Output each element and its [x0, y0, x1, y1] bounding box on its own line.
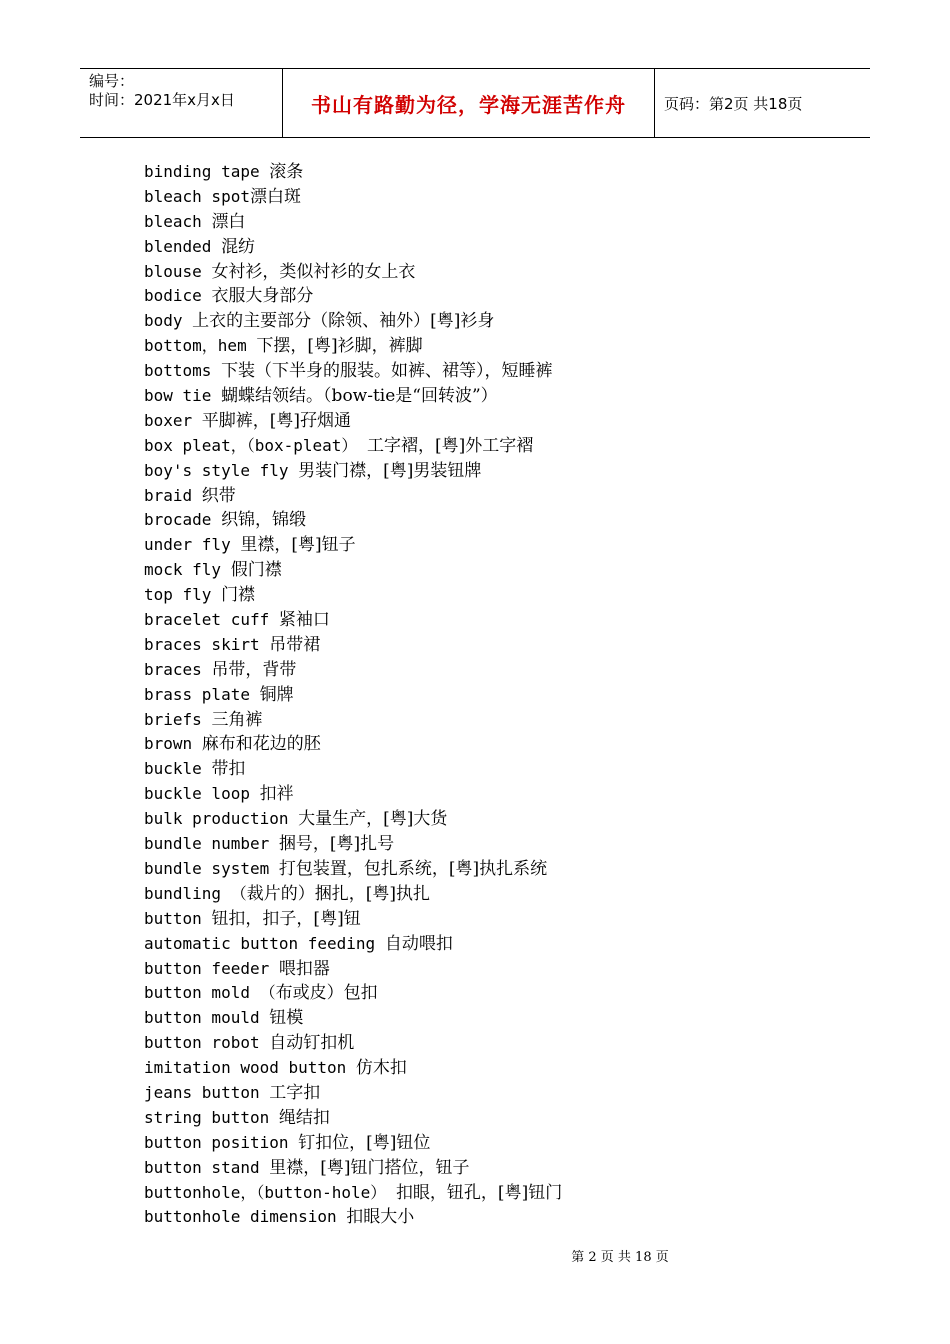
entry-english: string button	[144, 1107, 279, 1127]
entry-chinese: 三角裤	[211, 709, 263, 730]
entry-english: box pleat，（box-pleat）	[144, 435, 368, 455]
glossary-entry	[144, 1205, 562, 1230]
glossary-entry	[144, 459, 562, 484]
entry-english: blouse	[144, 261, 212, 281]
entry-english: bow tie	[144, 386, 222, 406]
entry-chinese: 工字褶，[粤]外工字褶	[367, 435, 534, 456]
entry-chinese: 喂扣器	[278, 958, 330, 979]
entry-chinese: 大量生产，[粤]大货	[298, 809, 448, 830]
glossary-entry	[144, 857, 562, 882]
entry-chinese: 平脚裤，[粤]孖烟通	[201, 410, 352, 431]
entry-english: brown	[144, 734, 202, 754]
entry-english: buttonhole dimension	[144, 1207, 347, 1227]
header-page-info: 页码：第2页 共18页	[664, 94, 803, 113]
glossary-entry	[144, 708, 562, 733]
entry-english: brass plate	[144, 684, 260, 704]
glossary-entry	[144, 1081, 562, 1106]
entry-chinese: 上衣的主要部分（除领、袖外）[粤]衫身	[192, 311, 495, 332]
glossary-entry	[144, 210, 562, 235]
entry-english: bundle system	[144, 858, 279, 878]
entry-chinese: 下摆，[粤]衫脚，裤脚	[256, 336, 423, 357]
glossary-entry	[144, 359, 562, 384]
entry-english: button	[144, 908, 212, 928]
entry-chinese: 织锦，锦缎	[221, 510, 307, 531]
glossary-entry	[144, 1056, 562, 1081]
entry-english: imitation wood button	[144, 1058, 356, 1078]
entry-chinese: 带扣	[211, 759, 246, 780]
glossary-entry	[144, 807, 562, 832]
entry-english: button stand	[144, 1157, 270, 1177]
page-header	[80, 68, 870, 138]
header-divider-right	[654, 69, 655, 137]
entry-chinese: 滚条	[269, 162, 304, 182]
entry-chinese: 门襟	[221, 585, 256, 606]
entry-english: body	[144, 311, 193, 331]
entry-english: button position	[144, 1132, 299, 1152]
glossary-entry	[144, 1006, 562, 1031]
entry-chinese: 钮扣，扣子，[粤]钮	[211, 908, 361, 929]
entry-chinese: 仿木扣	[355, 1058, 407, 1079]
entry-english: buttonhole，（button-hole）	[144, 1182, 396, 1202]
entry-chinese: 扣袢	[259, 784, 294, 805]
glossary-entry	[144, 1156, 562, 1181]
glossary-entry	[144, 782, 562, 807]
glossary-entry	[144, 185, 562, 210]
entry-chinese: 钮模	[269, 1008, 304, 1029]
entry-chinese: 捆号，[粤]扎号	[278, 834, 395, 855]
glossary-entry	[144, 1031, 562, 1056]
entry-english: bulk production	[144, 809, 299, 829]
header-meta	[80, 69, 282, 137]
glossary-entry	[144, 981, 562, 1006]
glossary-entry	[144, 334, 562, 359]
entry-english: buckle loop	[144, 784, 260, 804]
entry-chinese: 衣服大身部分	[211, 286, 314, 307]
glossary-entry	[144, 882, 562, 907]
entry-english: mock fly	[144, 560, 231, 580]
entry-chinese: 布或皮）包扣	[275, 983, 378, 1004]
entry-chinese: 钉扣位，[粤]钮位	[298, 1132, 431, 1153]
entry-english: braid	[144, 485, 202, 505]
entry-chinese: 织带	[201, 485, 236, 506]
page-footer: 第 2 页 共 18 页	[571, 1250, 669, 1265]
glossary-entry	[144, 160, 562, 185]
entry-chinese: 打包装置，包扎系统，[粤]执扎系统	[278, 858, 548, 879]
time-label: 时间：2021年x月x日	[89, 91, 235, 109]
entry-chinese: 扣眼大小	[346, 1207, 415, 1228]
glossary-entry	[144, 484, 562, 509]
entry-english: bottoms	[144, 361, 222, 381]
glossary-entry	[144, 235, 562, 260]
glossary-entry	[144, 832, 562, 857]
glossary-entry	[144, 957, 562, 982]
entry-english: jeans button	[144, 1082, 270, 1102]
entry-english: under fly	[144, 535, 241, 555]
glossary-entry	[144, 558, 562, 583]
entry-english: button mold （	[144, 983, 276, 1003]
glossary-entry	[144, 434, 562, 459]
entry-english: bleach spot	[144, 186, 250, 206]
entry-english: bodice	[144, 286, 212, 306]
number-label: 编号：	[89, 72, 135, 90]
glossary-entry	[144, 1106, 562, 1131]
entry-chinese: 里襟，[粤]钮门搭位，钮子	[269, 1157, 470, 1178]
entry-chinese: 紧袖口	[278, 610, 330, 631]
entry-english: button feeder	[144, 958, 279, 978]
entry-english: automatic button feeding	[144, 933, 385, 953]
entry-chinese: 吊带裙	[269, 634, 321, 655]
entry-english: bleach	[144, 211, 212, 231]
glossary-entry	[144, 284, 562, 309]
entry-chinese: 漂白	[211, 211, 246, 232]
glossary-entry	[144, 508, 562, 533]
entry-english: braces	[144, 659, 212, 679]
entry-chinese: 漂白斑	[249, 186, 301, 207]
glossary-entry	[144, 1131, 562, 1156]
glossary-entry	[144, 533, 562, 558]
entry-chinese: 工字扣	[269, 1082, 321, 1103]
entry-english: button robot	[144, 1033, 270, 1053]
entry-chinese: 吊带，背带	[211, 659, 297, 680]
entry-english: blended	[144, 236, 222, 256]
glossary-entry	[144, 583, 562, 608]
entry-english: briefs	[144, 709, 212, 729]
entry-chinese: 男装门襟，[粤]男装钮牌	[298, 460, 482, 481]
entry-chinese: 自动钉扣机	[269, 1033, 355, 1054]
entry-chinese: 蝴蝶结领结。（bow-tie是“回转波”）	[221, 386, 498, 407]
glossary-entry	[144, 309, 562, 334]
glossary-entry	[144, 932, 562, 957]
entry-english: bundling （	[144, 883, 247, 903]
glossary-entry	[144, 658, 562, 683]
entry-chinese: 里襟，[粤]钮子	[240, 535, 356, 556]
glossary-entry	[144, 907, 562, 932]
glossary-entry	[144, 260, 562, 285]
glossary-entry	[144, 384, 562, 409]
entry-english: button mould	[144, 1008, 270, 1028]
entry-english: buckle	[144, 759, 212, 779]
entry-english: binding tape	[144, 162, 270, 181]
entry-chinese: 麻布和花边的胚	[201, 734, 321, 755]
entry-chinese: 裁片的）捆扎，[粤]执扎	[246, 883, 430, 904]
entry-english: braces skirt	[144, 634, 270, 654]
entry-chinese: 扣眼，钮孔，[粤]钮门	[395, 1182, 563, 1203]
entry-chinese: 女衬衫，类似衬衫的女上衣	[211, 261, 416, 282]
entry-english: bracelet cuff	[144, 610, 279, 630]
glossary-entry	[144, 1181, 562, 1206]
entry-english: boy's style fly	[144, 460, 299, 480]
entry-english: brocade	[144, 510, 222, 530]
entry-english: boxer	[144, 410, 202, 430]
glossary-entry	[144, 608, 562, 633]
entry-chinese: 自动喂扣	[384, 933, 453, 954]
entry-chinese: 下装（下半身的服装。如裤、裙等），短睡裤	[221, 361, 553, 382]
glossary-entry	[144, 732, 562, 757]
entry-english: bottom，hem	[144, 336, 257, 356]
entry-chinese: 混纺	[221, 236, 256, 257]
entry-english: top fly	[144, 585, 222, 605]
entry-chinese: 铜牌	[259, 684, 294, 705]
glossary-entry	[144, 757, 562, 782]
glossary-entry	[144, 633, 562, 658]
glossary-entry	[144, 409, 562, 434]
glossary-list	[144, 160, 562, 1230]
entry-chinese: 绳结扣	[278, 1107, 330, 1128]
header-motto: 书山有路勤为径，学海无涯苦作舟	[311, 92, 626, 117]
entry-english: bundle number	[144, 834, 279, 854]
glossary-entry	[144, 683, 562, 708]
entry-chinese: 假门襟	[230, 560, 282, 581]
